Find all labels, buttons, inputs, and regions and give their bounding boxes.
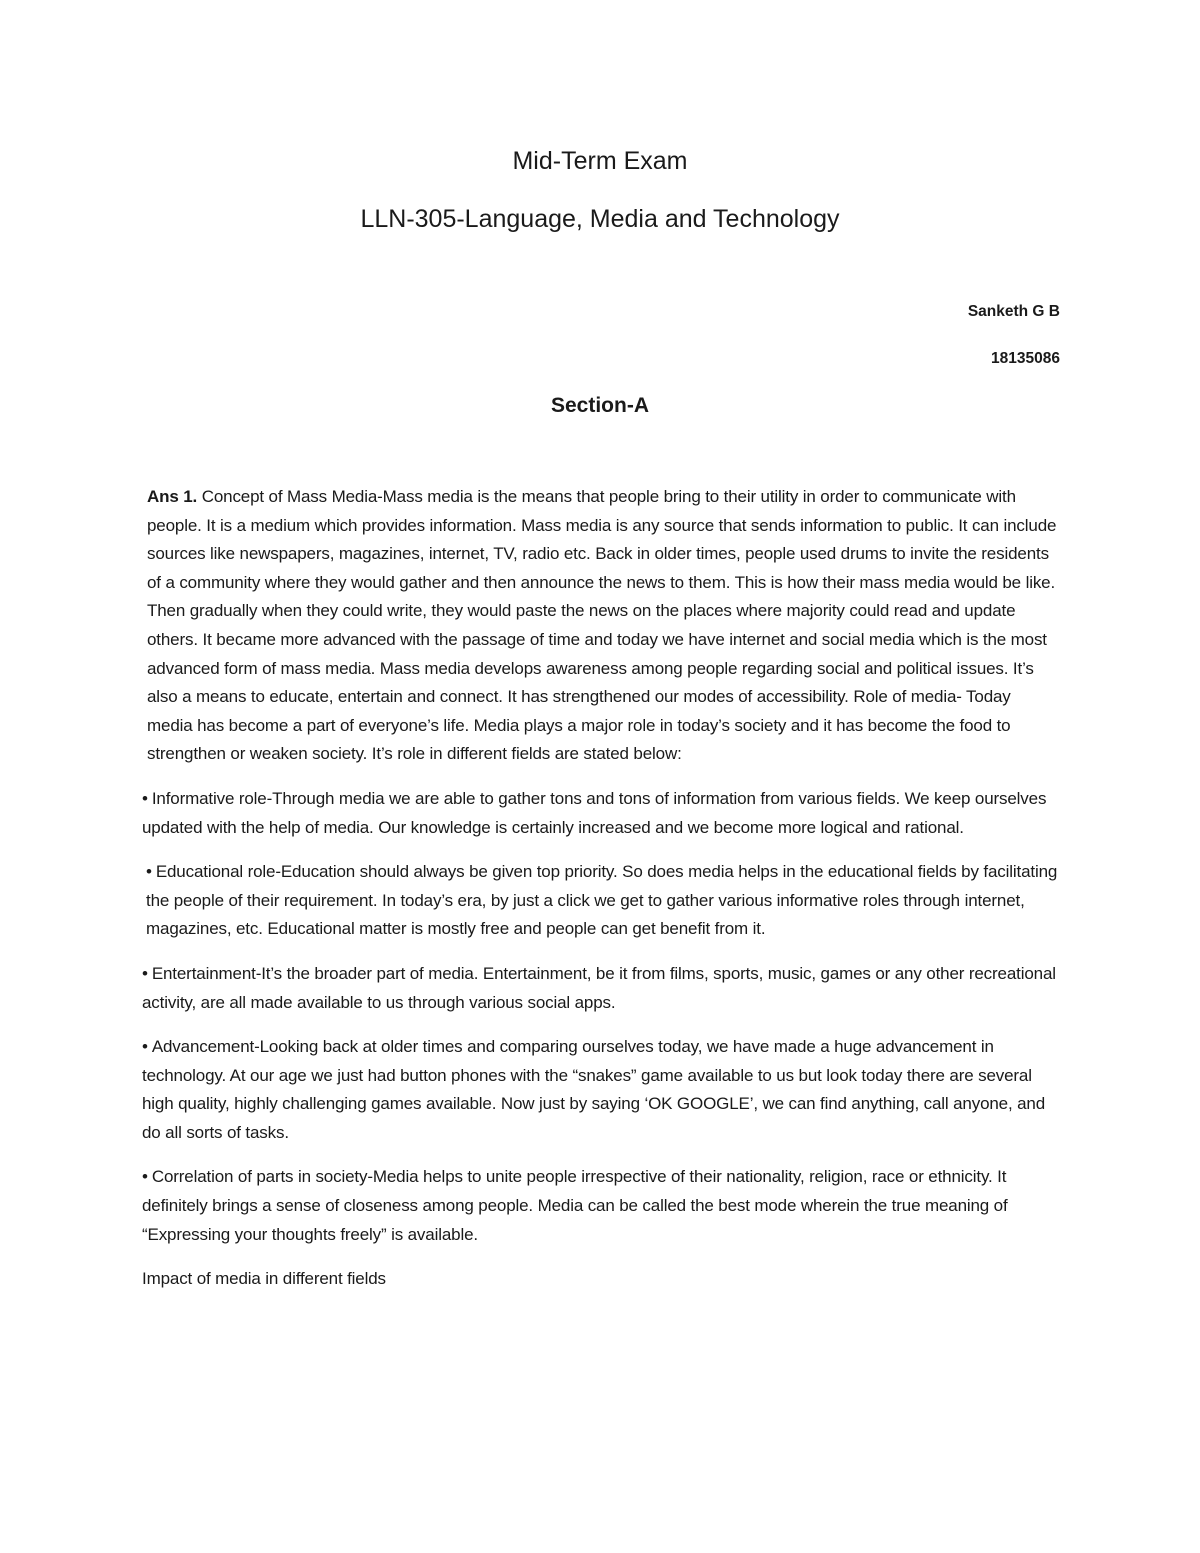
bullet-icon: • [142,788,148,808]
bullet-paragraph [142,858,1060,944]
closing-line: Impact of media in different fields [142,1269,386,1289]
course-title: LLN-305-Language, Media and Technology [360,205,840,233]
bullet-text: Educational role-Education should always be given top priority. So does media helps in the educational fields by facilitating the people of their requirement. In today’s era, by just a click we get to gather various informative roles through internet, magazines, etc. Educational matter is mostly free and people can get benefit from it. [146,862,1058,939]
bullet-paragraph [142,1163,1060,1249]
bullet-paragraph [142,785,1060,842]
answer-label: Ans 1. [147,487,198,506]
student-id: 18135086 [991,350,1060,367]
bullet-paragraph [142,960,1060,1017]
bullet-text: Advancement-Looking back at older times and comparing ourselves today, we have made a huge advancement in technology. At our age we just had button phones with the “snakes” game available to us but look today there are several high quality, highly challenging games available. Now just by saying ‘OK GOOGLE’, we can find anything, call anyone, and do all sorts of tasks. [142,1037,1046,1142]
answer-intro-text: Concept of Mass Media-Mass media is the means that people bring to their utility in order to communicate with people. It is a medium which provides information. Mass media is any source that sends information to public. It can include sources like newspapers, magazines, internet, TV, radio etc. Back in older times, people used drums to invite the residents of a community where they would gather and then announce the news to them. This is how their mass media would be like. Then gradually when they could write, they would paste the news on the places where majority could read and update others. It became more advanced with the passage of time and today we have internet and social media which is the most advanced form of mass media. Mass media develops awareness among people regarding social and political issues. It’s also a means to educate, entertain and connect. It has strengthened our modes of accessibility. Role of media- Today media has become a part of everyone’s life. Media plays a major role in today’s society and it has become the food to strengthen or weaken society. It’s role in different fields are stated below: [147,487,1057,764]
bullet-icon: • [146,862,152,882]
bullet-icon: • [142,963,148,983]
bullet-text: Informative role-Through media we are able to gather tons and tons of information from various fields. We keep ourselves updated with the help of media. Our knowledge is certainly increased and we become more logical and rational. [142,788,1047,837]
answer-body [142,483,1060,1310]
bullet-icon: • [142,1037,148,1057]
exam-title: Mid-Term Exam [512,147,688,175]
bullet-text: Correlation of parts in society-Media helps to unite people irrespective of their nationality, religion, race or ethnicity. It definitely brings a sense of closeness among people. Media can be called the best mode wherein the true meaning of “Expressing your thoughts freely” is available. [142,1167,1008,1244]
bullet-text: Entertainment-It’s the broader part of media. Entertainment, be it from films, sports, music, games or any other recreational activity, are all made available to us through various social apps. [142,963,1056,1012]
bullet-icon: • [142,1167,148,1187]
answer-intro-paragraph [142,483,1060,769]
section-heading: Section-A [550,394,649,417]
bullet-paragraph [142,1033,1060,1147]
student-name: Sanketh G B [967,303,1060,320]
